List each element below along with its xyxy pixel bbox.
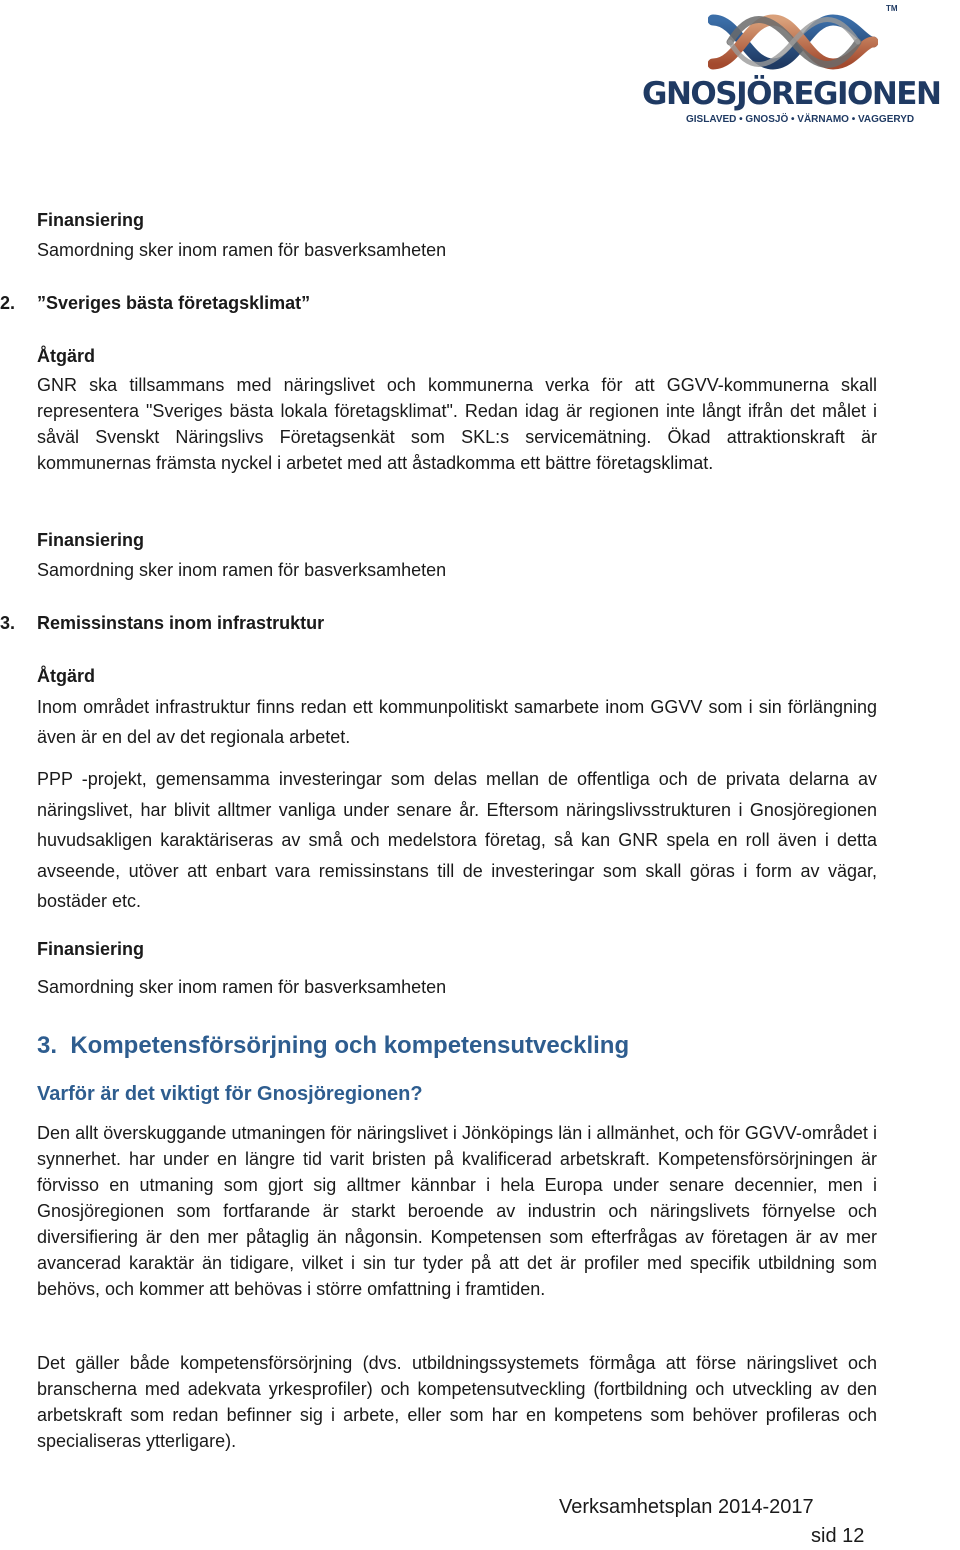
section-heading: 3. Kompetensförsörjning och kompetensutveckling [37, 1032, 630, 1059]
paragraph-1: Den allt överskuggande utmaningen för näringslivet i Jönköpings län i allmänhet, och för GGVV-området i synnerhet. har under en längre tid varit bristen på kvalificerad arbetskraft. Kompetensförsörjningen är förvisso en utmaning som gjort sig alltmer kännbar i hela Europa under senare decennier, men i Gnosjöregionen som fortfarande är starkt beroende av industrin och näringslivets förnyelse och diversifiering är den mer påtaglig än någonsin. Kompetensen som efterfrågas av företagen är av mer avancerad karaktär än tidigare, vilket i sin tur tyder på att det är profiler med specifik utbildning som behövs, och kommer att behövas i större omfattning i framtiden. [37, 1123, 877, 1299]
atgard-text-2: GNR ska tillsammans med näringslivet och kommunerna verka för att GGVV-kommunerna skall representera "Sveriges bästa lokala företagsklimat". Redan idag är regionen inte långt ifrån det målet i såväl Svenskt Näringslivs Företagsenkät som SKL:s servicemätning. Ökad attraktionskraft är kommunernas främsta nyckel i arbetet med att åstadkomma ett bättre företagsklimat. [37, 375, 877, 473]
item-title-3: Remissinstans inom infrastruktur [37, 613, 325, 633]
item-number-2: 2. [0, 293, 16, 313]
finansiering-label-3: Finansiering [37, 939, 145, 959]
celtic-knot-icon [708, 2, 878, 82]
atgard-label-3: Åtgärd [37, 666, 95, 686]
item-title-2: ”Sveriges bästa företagsklimat” [37, 293, 311, 313]
atgard-text-3: Inom området infrastruktur finns redan ett kommunpolitiskt samarbete inom GGVV som i sin förlängning även är en del av det regionala arbetet. [37, 697, 877, 747]
trademark-mark: TM [886, 4, 898, 13]
logo-wordmark: GNOSJÖREGIONEN [642, 76, 941, 112]
finansiering-label-1: Finansiering [37, 210, 145, 230]
paragraph-2: Det gäller både kompetensförsörjning (dvs. utbildningssystemets förmåga att förse näringslivet och branscherna med adekvata yrkesprofiler) och kompetensutveckling (fortbildning och utveckling av den arbetskraft som redan befinner sig i arbete, eller som har en kompetens som behöver profileras och specialiseras ytterligare). [37, 1353, 877, 1451]
atgard-label-2: Åtgärd [37, 346, 95, 366]
footer-plan-title: Verksamhetsplan 2014-2017 [559, 1496, 814, 1518]
finansiering-label-2: Finansiering [37, 530, 145, 550]
gnosjoregionen-logo [636, 0, 960, 130]
item-number-3: 3. [0, 613, 16, 633]
finansiering-text-1: Samordning sker inom ramen för basverksamheten [37, 240, 447, 260]
ppp-paragraph: PPP -projekt, gemensamma investeringar som delas mellan de offentliga och de privata delarna av näringslivet, har blivit alltmer vanliga under senare år. Eftersom näringslivsstrukturen i Gnosjöregionen huvudsakligen karaktäriseras av små och medelstora företag, så kan GNR spela en roll även i detta avseende, utöver att enbart vara remissinstans till de investeringar som skall göras i form av vägar, bostäder etc. [37, 769, 877, 911]
footer-page-number: sid 12 [811, 1525, 865, 1547]
finansiering-text-3: Samordning sker inom ramen för basverksamheten [37, 977, 447, 997]
finansiering-text-2: Samordning sker inom ramen för basverksamheten [37, 560, 447, 580]
section-subheading: Varför är det viktigt för Gnosjöregionen? [37, 1083, 423, 1105]
logo-tagline: GISLAVED • GNOSJÖ • VÄRNAMO • VAGGERYD [686, 114, 915, 125]
